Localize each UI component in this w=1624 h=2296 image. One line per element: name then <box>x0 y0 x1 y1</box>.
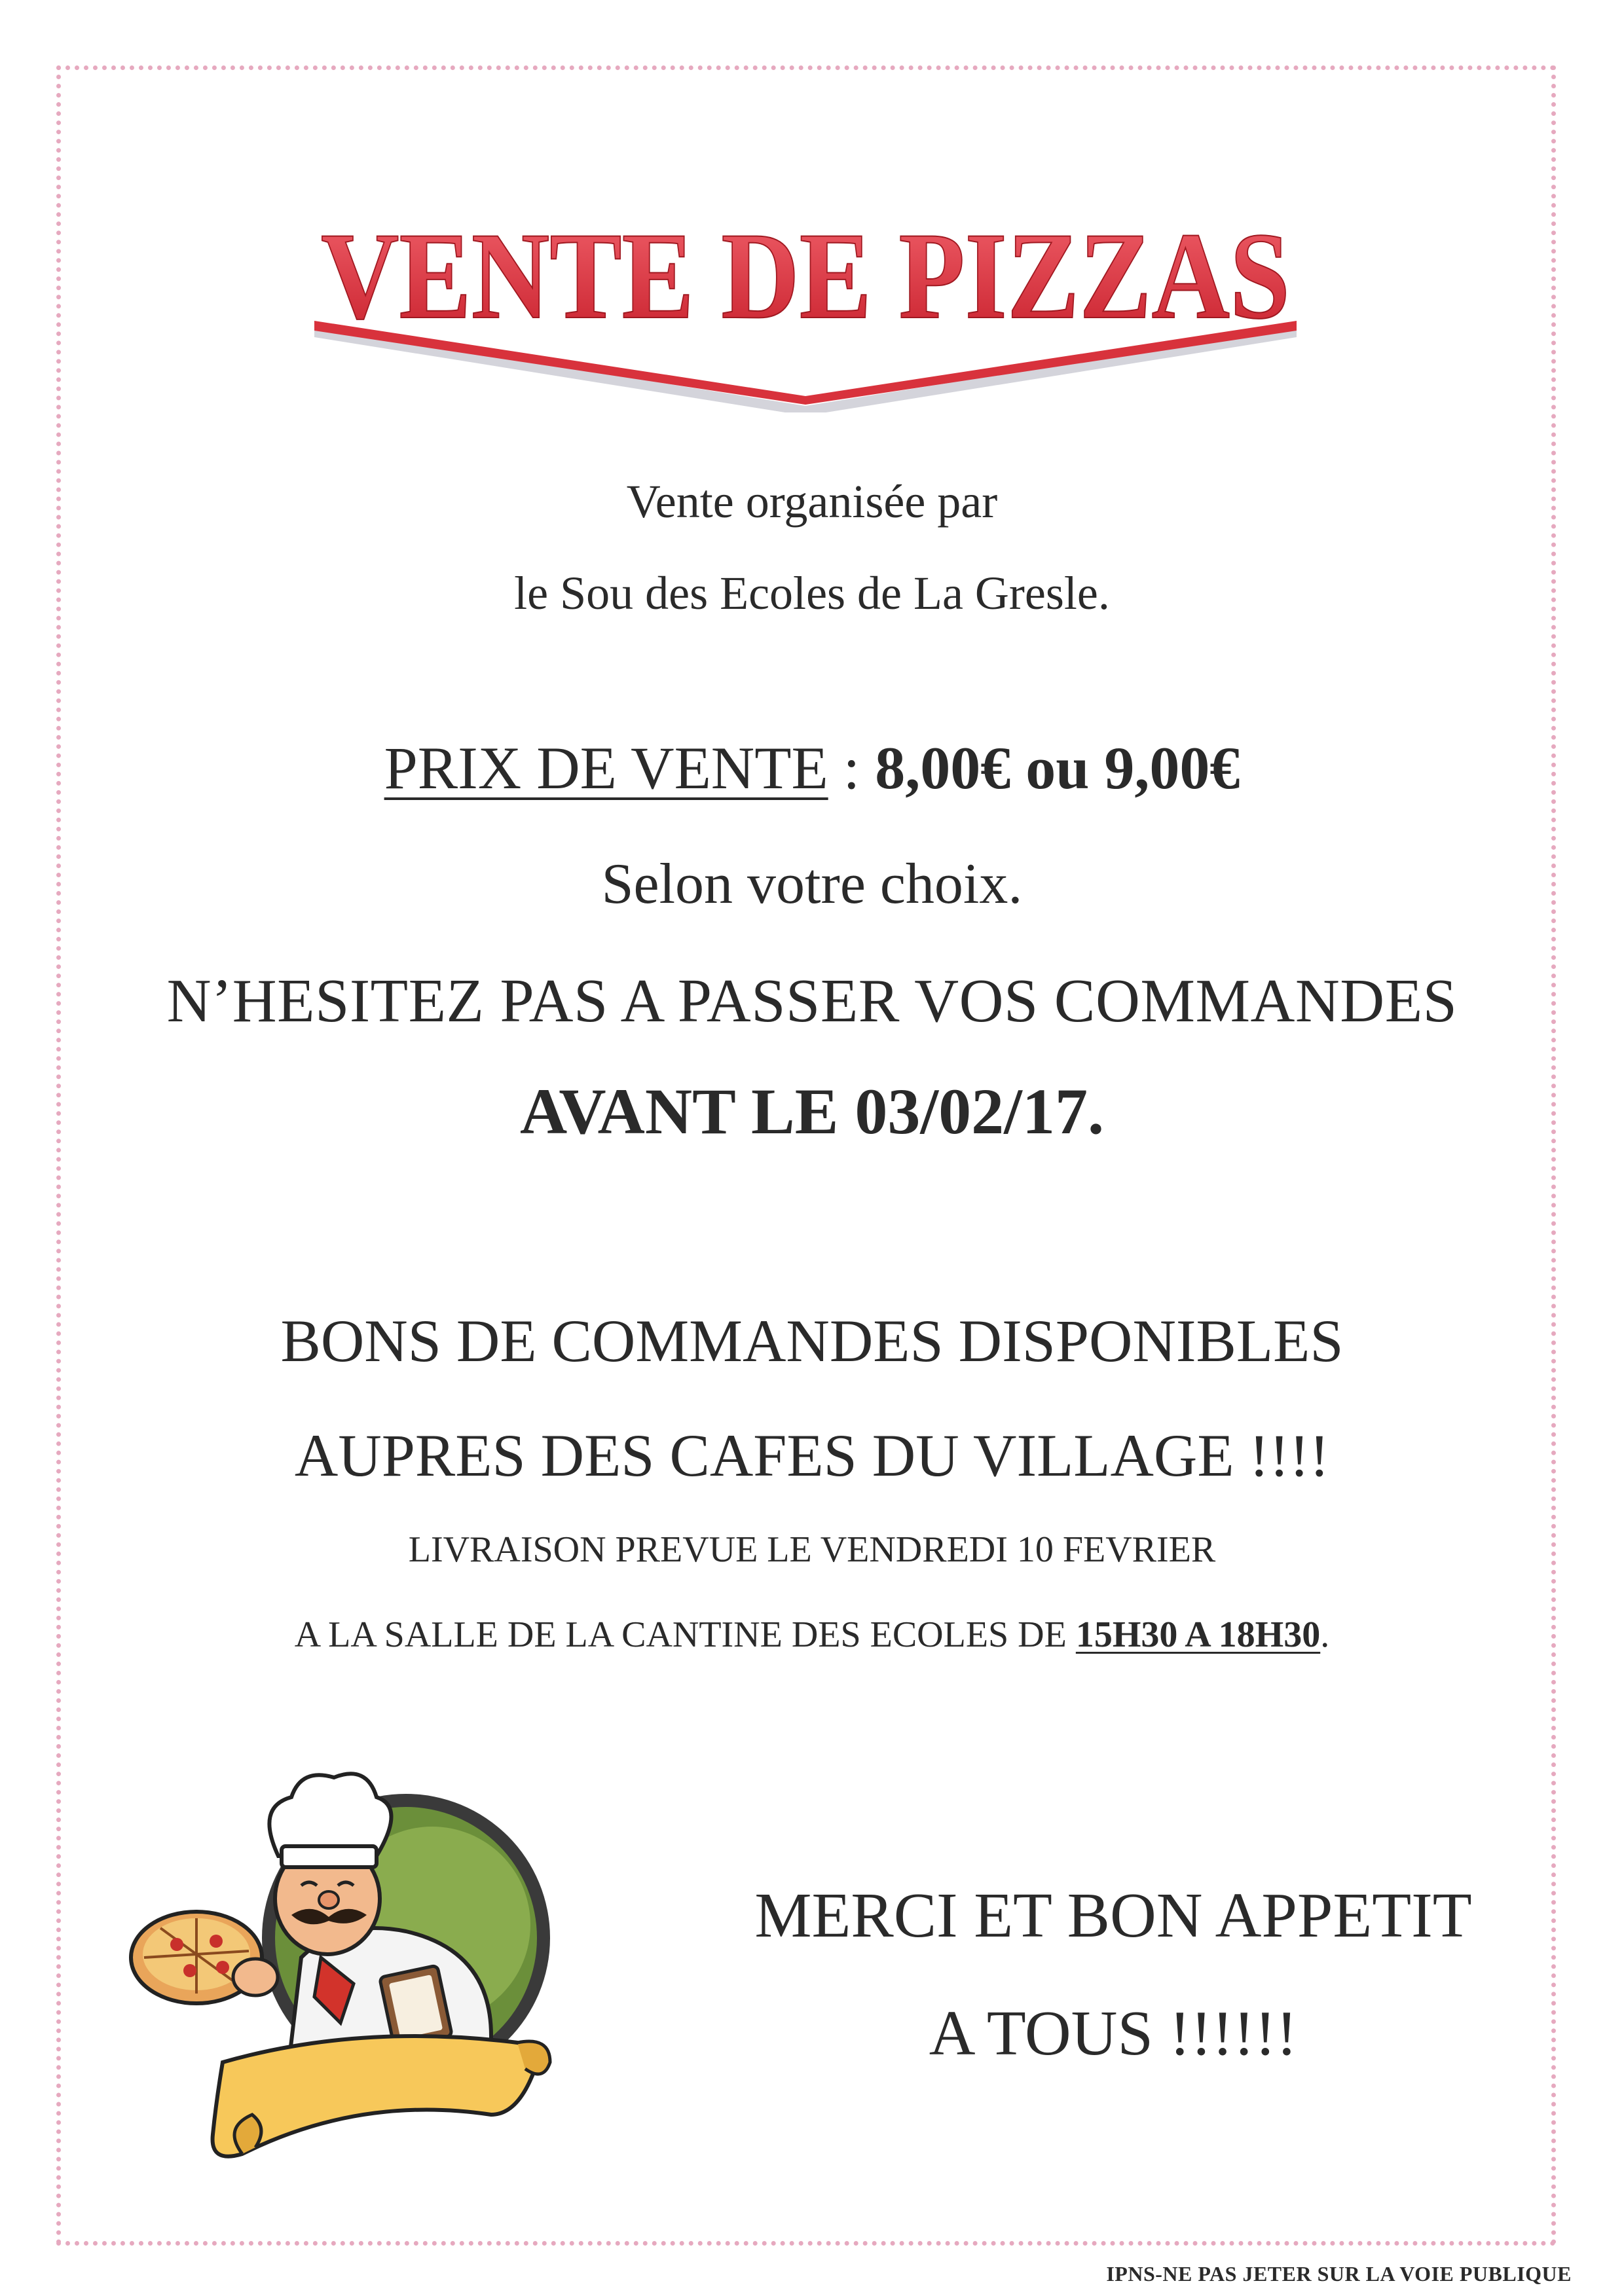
headline-wordart <box>288 196 1323 412</box>
delivery-line-2 <box>0 1614 1624 1656</box>
delivery-location: A LA SALLE DE LA CANTINE DES ECOLES DE <box>294 1614 1076 1655</box>
closing-line-2: A TOUS !!!!!! <box>929 1998 1298 2069</box>
delivery-line-1: LIVRAISON PREVUE LE VENDREDI 10 FEVRIER <box>408 1529 1216 1570</box>
price-row <box>0 733 1624 803</box>
footer-notice: IPNS-NE PAS JETER SUR LA VOIE PUBLIQUE <box>1106 2262 1572 2286</box>
organizer-line-1: Vente organisée par <box>626 475 998 528</box>
delivery-hours: 15H30 A 18H30 <box>1075 1614 1321 1655</box>
price-label: PRIX DE VENTE <box>384 735 828 801</box>
organizer-line-2: le Sou des Ecoles de La Gresle. <box>514 567 1110 619</box>
price-values: 8,00€ ou 9,00€ <box>875 735 1240 801</box>
order-deadline: AVANT LE 03/02/17. <box>520 1075 1104 1148</box>
closing-line-1: MERCI ET BON APPETIT <box>754 1880 1472 1951</box>
order-forms-line-1: BONS DE COMMANDES DISPONIBLES <box>280 1307 1344 1374</box>
order-call: N’HESITEZ PAS A PASSER VOS COMMANDES <box>166 967 1458 1035</box>
order-forms-line-2: AUPRES DES CAFES DU VILLAGE !!!! <box>294 1422 1330 1489</box>
chef-holding-pizza-icon <box>124 1761 570 2174</box>
price-note: Selon votre choix. <box>601 852 1023 916</box>
delivery-suffix: . <box>1320 1614 1330 1655</box>
price-separator: : <box>828 735 876 801</box>
headline-title: VENTE DE PIZZAS <box>321 208 1290 345</box>
